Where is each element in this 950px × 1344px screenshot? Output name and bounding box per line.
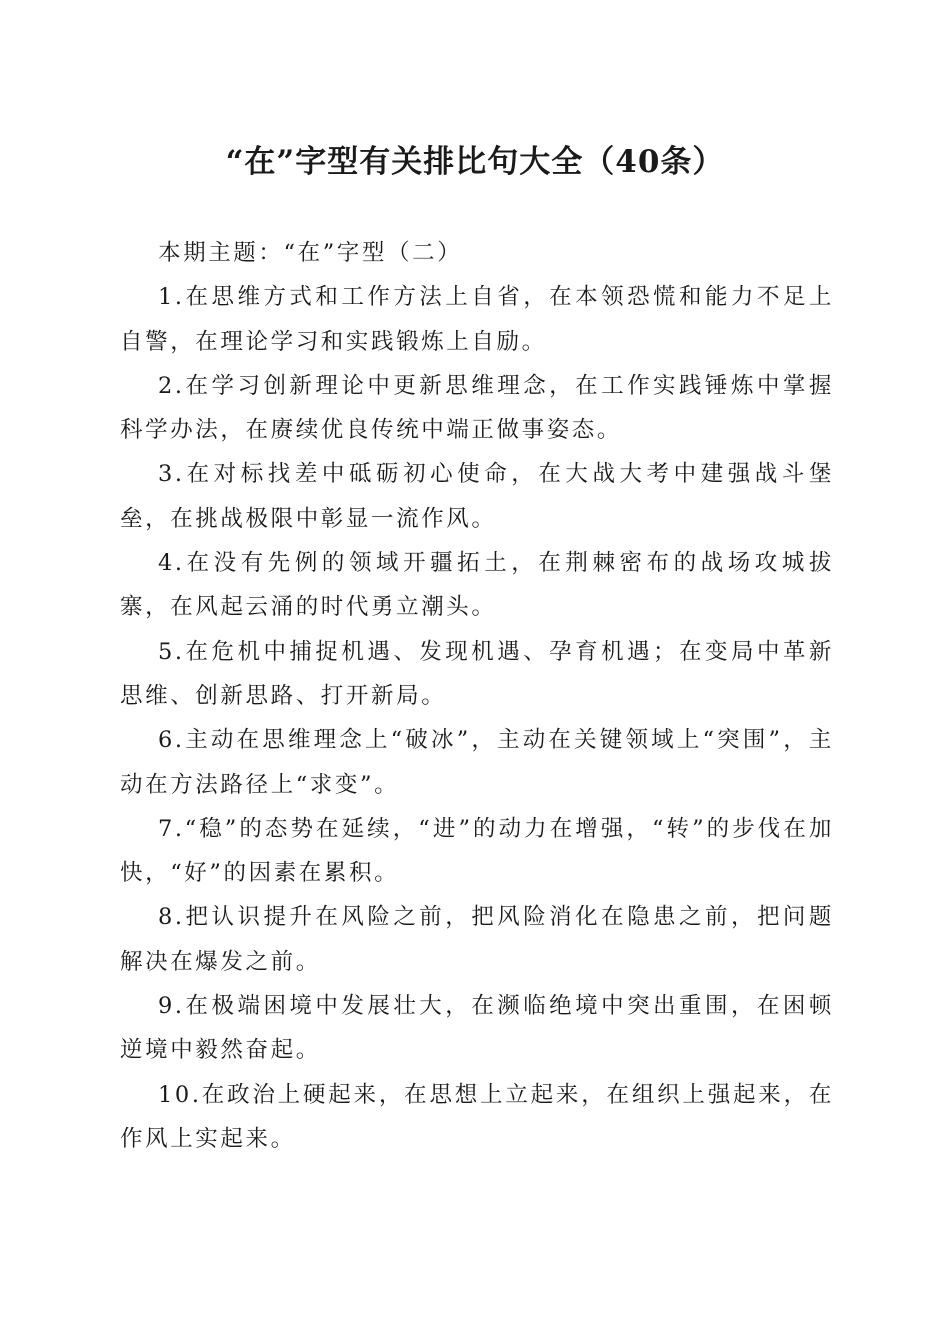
paragraph-1: 1.在思维方式和工作方法上自省，在本领恐慌和能力不足上自警，在理论学习和实践锻炼上自励。 — [120, 284, 834, 355]
document-body — [120, 231, 834, 1161]
paragraph-5: 5.在危机中捕捉机遇、发现机遇、孕育机遇；在变局中革新思维、创新思路、打开新局。 — [120, 638, 834, 709]
subtitle-paragraph: 本期主题：“在”字型（二） — [158, 240, 463, 266]
paragraph-6: 6.主动在思维理念上“破冰”，主动在关键领域上“突围”，主动在方法路径上“求变”。 — [120, 727, 834, 798]
document-title: “在”字型有关排比句大全（40条） — [225, 144, 725, 180]
paragraph-9: 9.在极端困境中发展壮大，在濒临绝境中突出重围，在困顿逆境中毅然奋起。 — [120, 993, 834, 1064]
paragraph-3: 3.在对标找差中砥砺初心使命，在大战大考中建强战斗堡垒，在挑战极限中彰显一流作风。 — [120, 461, 834, 532]
paragraph-4: 4.在没有先例的领域开疆拓土，在荆棘密布的战场攻城拔寨，在风起云涌的时代勇立潮头。 — [120, 550, 834, 621]
paragraph-8: 8.把认识提升在风险之前，把风险消化在隐患之前，把问题解决在爆发之前。 — [120, 904, 834, 975]
paragraph-7: 7.“稳”的态势在延续，“进”的动力在增强，“转”的步伐在加快，“好”的因素在累积。 — [120, 815, 834, 887]
paragraph-2: 2.在学习创新理论中更新思维理念，在工作实践锤炼中掌握科学办法，在赓续优良传统中端正做事姿态。 — [120, 372, 834, 444]
paragraph-10: 10.在政治上硬起来，在思想上立起来，在组织上强起来，在作风上实起来。 — [120, 1081, 834, 1152]
